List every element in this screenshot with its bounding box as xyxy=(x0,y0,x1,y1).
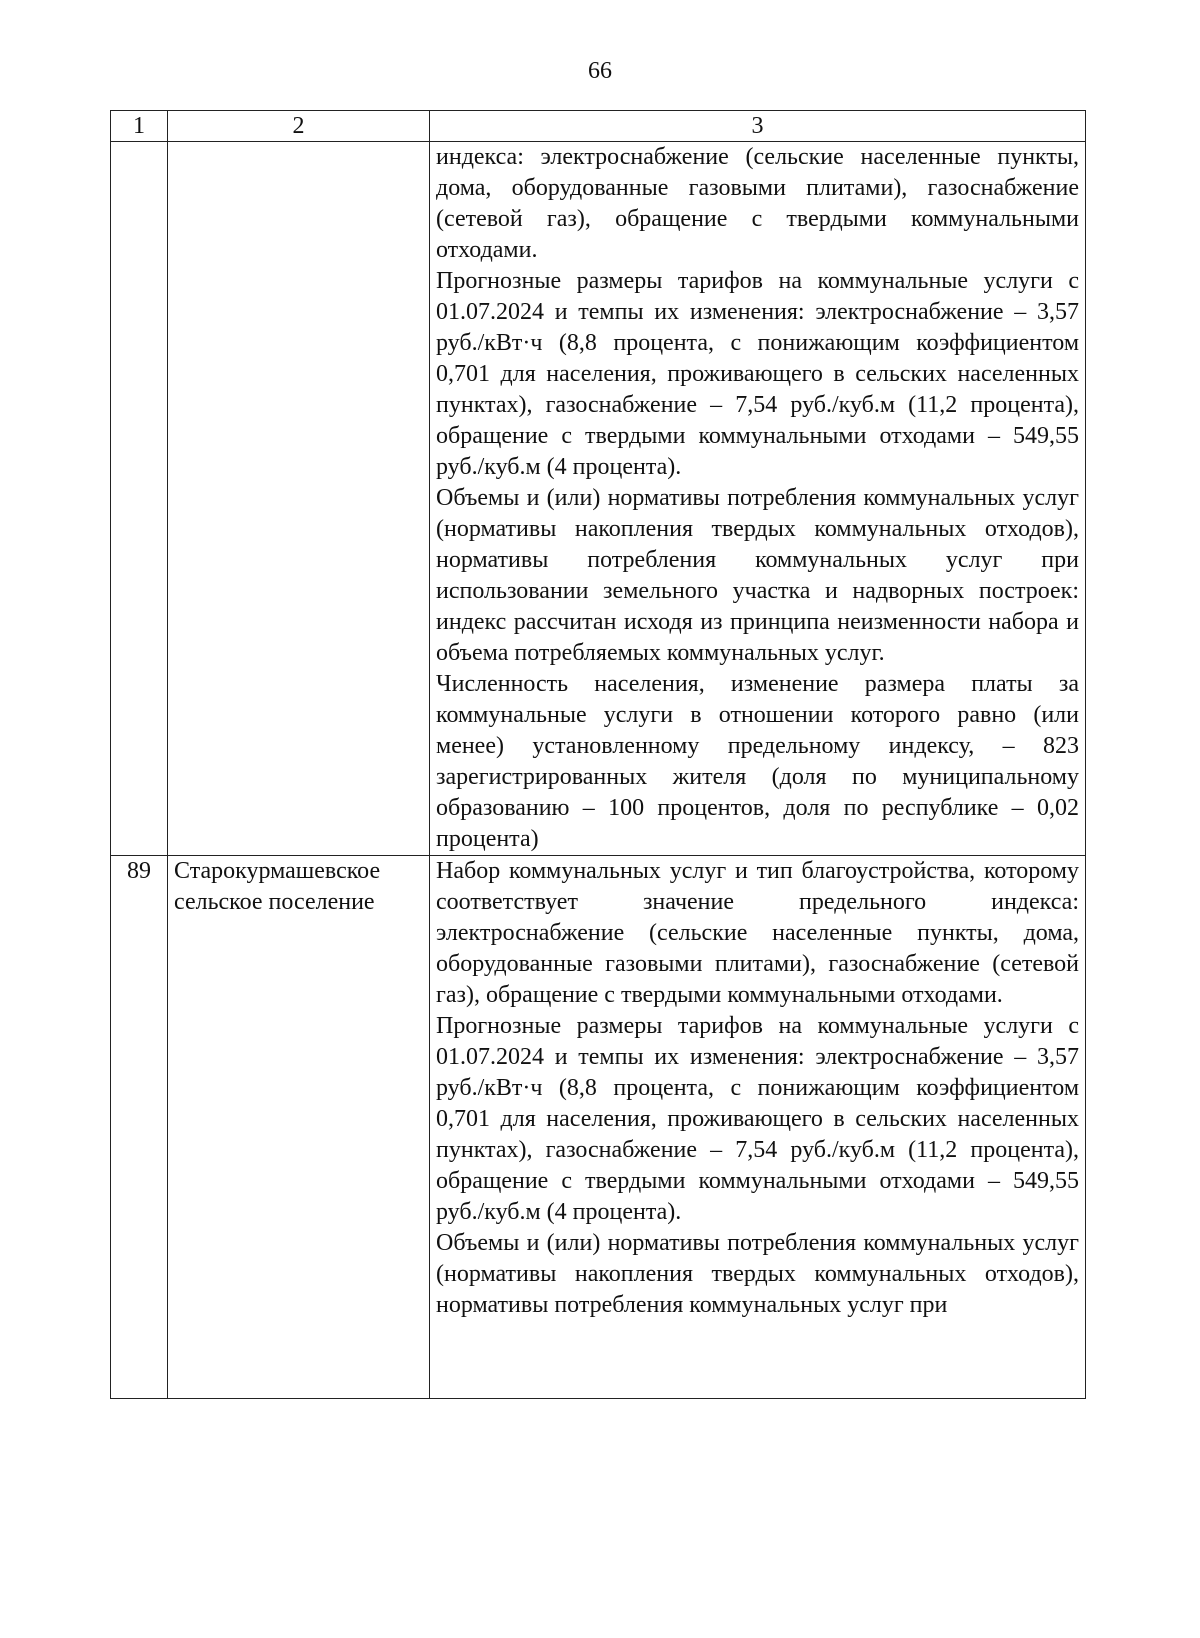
settlement-name-line-1: Старокурмашевское xyxy=(174,858,381,884)
paragraph: Набор коммунальных услуг и тип благоустройства, которому соответствует значение предельного индекса: электроснабжение (сельские населенные пункты, дома, оборудованные газовыми плитами), газоснабжение (сетевой газ), обращение с твердыми коммунальными отходами. xyxy=(436,858,1079,1008)
settlement-name-line-2: сельское поселение xyxy=(174,889,375,915)
paragraph: индекса: электроснабжение (сельские населенные пункты, дома, оборудованные газовыми плитами), газоснабжение (сетевой газ), обращение с твердыми коммунальными отходами. xyxy=(436,144,1079,263)
header-cell-2: 2 xyxy=(168,111,430,142)
table-header-row xyxy=(111,111,1086,142)
row-number-cell: 89 xyxy=(111,856,168,1399)
page-number: 66 xyxy=(588,58,612,84)
row-name-cell xyxy=(168,856,430,1399)
header-cell-3: 3 xyxy=(430,111,1086,142)
paragraph: Объемы и (или) нормативы потребления коммунальных услуг (нормативы накопления твердых коммунальных отходов), нормативы потребления коммунальных услуг при xyxy=(436,1230,1079,1318)
row-number-cell xyxy=(111,142,168,856)
header-cell-1: 1 xyxy=(111,111,168,142)
paragraph: Объемы и (или) нормативы потребления коммунальных услуг (нормативы накопления твердых коммунальных отходов), нормативы потребления коммунальных услуг при использовании земельного участка и надворных построек: индекс рассчитан исходя из принципа неизменности набора и объема потребляемых коммунальных услуг. xyxy=(436,485,1079,666)
table-row xyxy=(111,856,1086,1399)
paragraph: Численность населения, изменение размера платы за коммунальные услуги в отношении которого равно (или менее) установленному предельному индексу, – 823 зарегистрированных жителя (доля по муниципальному образованию – 100 процентов, доля по республике – 0,02 процента) xyxy=(436,671,1079,852)
tariff-table xyxy=(110,110,1086,1399)
paragraph: Прогнозные размеры тарифов на коммунальные услуги с 01.07.2024 и темпы их изменения: электроснабжение – 3,57 руб./кВт·ч (8,8 процента, с понижающим коэффициентом 0,701 для населения, проживающего в сельских населенных пунктах), газоснабжение – 7,54 руб./куб.м (11,2 процента), обращение с твердыми коммунальными отходами – 549,55 руб./куб.м (4 процента). xyxy=(436,1013,1079,1225)
row-name-cell xyxy=(168,142,430,856)
row-description-cell xyxy=(430,856,1086,1399)
table-row xyxy=(111,142,1086,856)
row-description-cell xyxy=(430,142,1086,856)
paragraph: Прогнозные размеры тарифов на коммунальные услуги с 01.07.2024 и темпы их изменения: электроснабжение – 3,57 руб./кВт·ч (8,8 процента, с понижающим коэффициентом 0,701 для населения, проживающего в сельских населенных пунктах), газоснабжение – 7,54 руб./куб.м (11,2 процента), обращение с твердыми коммунальными отходами – 549,55 руб./куб.м (4 процента). xyxy=(436,268,1079,480)
